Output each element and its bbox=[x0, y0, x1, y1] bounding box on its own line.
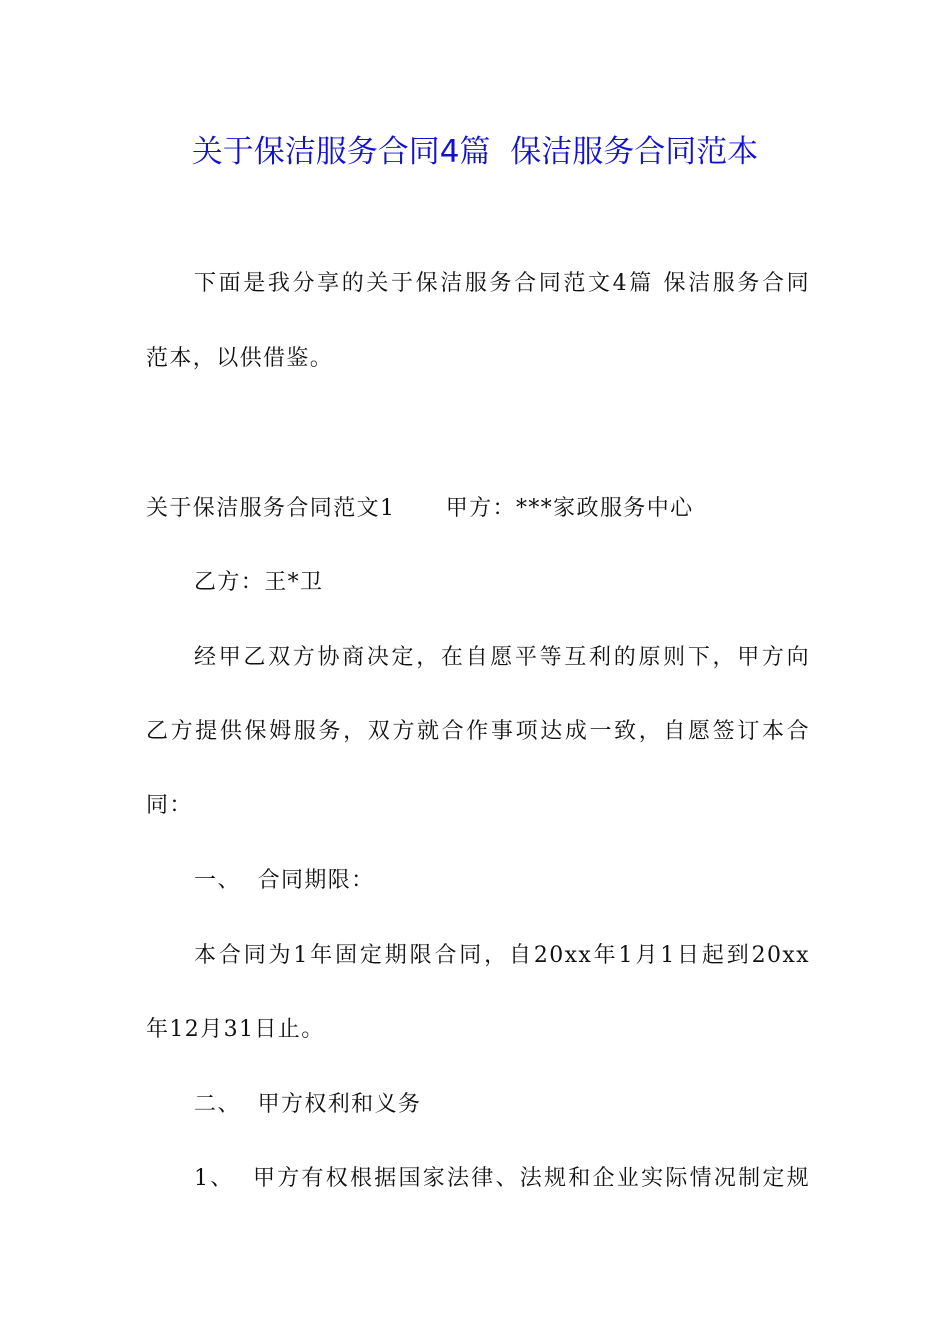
party-b-line: 乙方：王*卫 bbox=[194, 570, 324, 595]
section-1-heading: 一、 合同期限： bbox=[194, 868, 375, 893]
term-line-2: 年12月31日止。 bbox=[146, 1017, 325, 1042]
term-line-1: 本合同为1年固定期限合同，自20xx年1月1日起到20xx bbox=[194, 943, 810, 968]
clause-1-line-1: 1、 甲方有权根据国家法律、法规和企业实际情况制定规 bbox=[194, 1166, 810, 1191]
contract-heading: 关于保洁服务合同范文1 甲方：***家政服务中心 bbox=[146, 496, 694, 521]
document-title: 关于保洁服务合同4篇 保洁服务合同范本 bbox=[191, 134, 759, 170]
agreement-line-3: 同： bbox=[146, 793, 193, 818]
section-2-heading: 二、 甲方权利和义务 bbox=[194, 1092, 422, 1117]
intro-line-2: 范本，以供借鉴。 bbox=[146, 346, 334, 371]
intro-line-1: 下面是我分享的关于保洁服务合同范文4篇 保洁服务合同 bbox=[194, 271, 810, 296]
agreement-line-2: 乙方提供保姆服务，双方就合作事项达成一致，自愿签订本合 bbox=[146, 719, 810, 744]
agreement-line-1: 经甲乙双方协商决定，在自愿平等互利的原则下，甲方向 bbox=[194, 645, 810, 670]
